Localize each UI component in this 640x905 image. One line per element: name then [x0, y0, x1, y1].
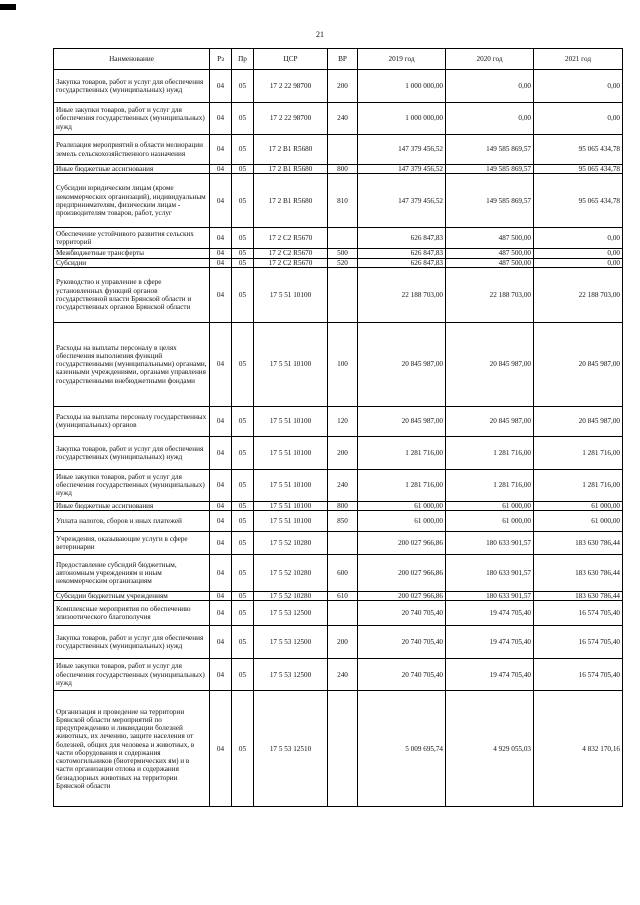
cell-vr — [328, 601, 358, 626]
cell-y2021: 1 281 716,00 — [534, 469, 623, 501]
cell-vr: 200 — [328, 70, 358, 103]
cell-y2021: 95 065 434,78 — [534, 165, 623, 174]
table-row — [54, 511, 623, 532]
cell-vr: 120 — [328, 406, 358, 436]
cell-y2020: 180 633 901,57 — [446, 555, 534, 592]
cell-vr: 810 — [328, 174, 358, 228]
cell-csr: 17 2 C2 R5670 — [254, 258, 328, 267]
cell-pr: 05 — [232, 70, 254, 103]
cell-y2021: 1 281 716,00 — [534, 436, 623, 469]
cell-y2020: 487 500,00 — [446, 249, 534, 258]
cell-y2020: 180 633 901,57 — [446, 532, 534, 555]
cell-csr: 17 2 B1 R5680 — [254, 165, 328, 174]
cell-pr: 05 — [232, 659, 254, 691]
budget-table — [53, 48, 623, 807]
cell-vr — [328, 691, 358, 807]
cell-csr: 17 2 C2 R5670 — [254, 228, 328, 249]
cell-csr: 17 5 51 10100 — [254, 322, 328, 406]
table-row — [54, 501, 623, 510]
cell-pr: 05 — [232, 165, 254, 174]
cell-csr: 17 5 52 10280 — [254, 532, 328, 555]
table-row — [54, 322, 623, 406]
cell-pr: 05 — [232, 555, 254, 592]
cell-y2020: 20 845 987,00 — [446, 406, 534, 436]
cell-pr: 05 — [232, 267, 254, 322]
cell-vr: 240 — [328, 103, 358, 135]
cell-rz: 04 — [210, 70, 232, 103]
header-name: Наименование — [54, 49, 210, 70]
cell-name: Субсидии бюджетным учреждениям — [54, 592, 210, 601]
cell-y2019: 1 000 000,00 — [358, 103, 446, 135]
table-row — [54, 103, 623, 135]
table-row — [54, 532, 623, 555]
cell-pr: 05 — [232, 501, 254, 510]
cell-y2021: 0,00 — [534, 103, 623, 135]
cell-name: Иные закупки товаров, работ и услуг для обеспечения государственных (муниципальных) нужд — [54, 659, 210, 691]
cell-csr: 17 5 51 10100 — [254, 511, 328, 532]
table-row — [54, 135, 623, 165]
cell-name: Реализация мероприятий в области мелиорации земель сельскохозяйственного назначения — [54, 135, 210, 165]
header-csr: ЦСР — [254, 49, 328, 70]
cell-name: Организация и проведение на территории Брянской области мероприятий по предупреждению и ликвидации болезней животных, их лечению, защите населения от болезней, общих для человека и животных, в части оборудования и содержания скотомогильников (биотермических ям) и в части организации отлова и содержания безнадзорных животных на территории Брянской области — [54, 691, 210, 807]
cell-name: Уплата налогов, сборов и иных платежей — [54, 511, 210, 532]
cell-csr: 17 5 52 10280 — [254, 555, 328, 592]
page-number: 21 — [316, 30, 324, 39]
cell-y2021: 183 630 786,44 — [534, 532, 623, 555]
cell-y2020: 19 474 705,40 — [446, 601, 534, 626]
cell-rz: 04 — [210, 511, 232, 532]
cell-rz: 04 — [210, 103, 232, 135]
cell-rz: 04 — [210, 592, 232, 601]
cell-y2019: 147 379 456,52 — [358, 135, 446, 165]
cell-csr: 17 5 53 12500 — [254, 601, 328, 626]
cell-name: Субсидии — [54, 258, 210, 267]
cell-csr: 17 2 22 98700 — [254, 70, 328, 103]
cell-y2021: 0,00 — [534, 258, 623, 267]
cell-csr: 17 5 51 10100 — [254, 436, 328, 469]
cell-rz: 04 — [210, 228, 232, 249]
cell-pr: 05 — [232, 626, 254, 659]
cell-y2020: 487 500,00 — [446, 228, 534, 249]
cell-rz: 04 — [210, 436, 232, 469]
cell-y2020: 1 281 716,00 — [446, 469, 534, 501]
table-row — [54, 659, 623, 691]
cell-vr: 520 — [328, 258, 358, 267]
cell-rz: 04 — [210, 532, 232, 555]
header-pr: Пр — [232, 49, 254, 70]
cell-y2021: 95 065 434,78 — [534, 174, 623, 228]
header-2019: 2019 год — [358, 49, 446, 70]
cell-y2020: 1 281 716,00 — [446, 436, 534, 469]
table-row — [54, 267, 623, 322]
cell-y2019: 20 740 705,40 — [358, 659, 446, 691]
table-row — [54, 70, 623, 103]
table-row — [54, 406, 623, 436]
cell-csr: 17 2 C2 R5670 — [254, 249, 328, 258]
table-row — [54, 592, 623, 601]
cell-csr: 17 2 22 98700 — [254, 103, 328, 135]
cell-vr: 200 — [328, 436, 358, 469]
cell-pr: 05 — [232, 511, 254, 532]
header-2020: 2020 год — [446, 49, 534, 70]
cell-pr: 05 — [232, 249, 254, 258]
cell-rz: 04 — [210, 135, 232, 165]
cell-rz: 04 — [210, 258, 232, 267]
cell-csr: 17 5 53 12500 — [254, 626, 328, 659]
cell-name: Субсидии юридическим лицам (кроме некоммерческих организаций), индивидуальным предпринимателям, физическим лицам - производителям товаров, работ, услуг — [54, 174, 210, 228]
cell-vr: 100 — [328, 322, 358, 406]
cell-y2019: 22 188 703,00 — [358, 267, 446, 322]
cell-vr: 240 — [328, 469, 358, 501]
cell-vr — [328, 228, 358, 249]
table-row — [54, 691, 623, 807]
cell-y2020: 19 474 705,40 — [446, 659, 534, 691]
cell-y2021: 95 065 434,78 — [534, 135, 623, 165]
cell-csr: 17 2 B1 R5680 — [254, 174, 328, 228]
cell-pr: 05 — [232, 469, 254, 501]
cell-rz: 04 — [210, 601, 232, 626]
cell-y2021: 183 630 786,44 — [534, 555, 623, 592]
cell-y2019: 200 027 966,86 — [358, 592, 446, 601]
table-row — [54, 601, 623, 626]
cell-y2021: 16 574 705,40 — [534, 659, 623, 691]
cell-vr: 240 — [328, 659, 358, 691]
cell-pr: 05 — [232, 258, 254, 267]
cell-rz: 04 — [210, 626, 232, 659]
corner-mark — [0, 4, 16, 10]
cell-name: Иные закупки товаров, работ и услуг для обеспечения государственных (муниципальных) нужд — [54, 469, 210, 501]
cell-y2019: 61 000,00 — [358, 511, 446, 532]
cell-vr: 800 — [328, 501, 358, 510]
cell-csr: 17 5 51 10100 — [254, 406, 328, 436]
table-row — [54, 469, 623, 501]
cell-csr: 17 5 53 12510 — [254, 691, 328, 807]
header-2021: 2021 год — [534, 49, 623, 70]
cell-name: Закупка товаров, работ и услуг для обеспечения государственных (муниципальных) нужд — [54, 70, 210, 103]
cell-pr: 05 — [232, 601, 254, 626]
cell-pr: 05 — [232, 174, 254, 228]
cell-y2019: 20 845 987,00 — [358, 322, 446, 406]
cell-vr: 600 — [328, 555, 358, 592]
cell-y2019: 1 281 716,00 — [358, 436, 446, 469]
cell-name: Предоставление субсидий бюджетным, автономным учреждениям и иным некоммерческим организациям — [54, 555, 210, 592]
cell-name: Комплексные мероприятия по обеспечению эпизоотического благополучия — [54, 601, 210, 626]
cell-pr: 05 — [232, 135, 254, 165]
cell-y2020: 180 633 901,57 — [446, 592, 534, 601]
cell-y2020: 487 500,00 — [446, 258, 534, 267]
cell-name: Руководство и управление в сфере установленных функций органов государственной власти Брянской области и государственных органов Брянской области — [54, 267, 210, 322]
cell-rz: 04 — [210, 469, 232, 501]
cell-y2019: 626 847,83 — [358, 258, 446, 267]
header-rz: Рз — [210, 49, 232, 70]
cell-rz: 04 — [210, 174, 232, 228]
cell-rz: 04 — [210, 322, 232, 406]
table-row — [54, 174, 623, 228]
cell-y2019: 20 740 705,40 — [358, 626, 446, 659]
cell-name: Закупка товаров, работ и услуг для обеспечения государственных (муниципальных) нужд — [54, 436, 210, 469]
cell-csr: 17 5 51 10100 — [254, 501, 328, 510]
cell-vr — [328, 532, 358, 555]
cell-y2019: 147 379 456,52 — [358, 174, 446, 228]
cell-rz: 04 — [210, 555, 232, 592]
cell-pr: 05 — [232, 436, 254, 469]
cell-y2019: 20 845 987,00 — [358, 406, 446, 436]
cell-csr: 17 5 51 10100 — [254, 267, 328, 322]
cell-vr — [328, 135, 358, 165]
cell-y2019: 200 027 966,86 — [358, 555, 446, 592]
cell-pr: 05 — [232, 406, 254, 436]
cell-y2020: 149 585 869,57 — [446, 165, 534, 174]
cell-y2021: 16 574 705,40 — [534, 626, 623, 659]
cell-pr: 05 — [232, 103, 254, 135]
cell-y2019: 200 027 966,86 — [358, 532, 446, 555]
cell-pr: 05 — [232, 691, 254, 807]
table-row — [54, 436, 623, 469]
cell-name: Иные бюджетные ассигнования — [54, 165, 210, 174]
cell-y2021: 61 000,00 — [534, 511, 623, 532]
cell-name: Расходы на выплаты персоналу в целях обеспечения выполнения функций государственными (муниципальными) органами, казенными учреждениями, органами управления государственными внебюджетными фондами — [54, 322, 210, 406]
cell-y2020: 61 000,00 — [446, 511, 534, 532]
cell-y2021: 22 188 703,00 — [534, 267, 623, 322]
cell-y2020: 0,00 — [446, 103, 534, 135]
cell-vr — [328, 267, 358, 322]
cell-y2021: 0,00 — [534, 249, 623, 258]
cell-vr: 800 — [328, 165, 358, 174]
cell-y2019: 626 847,83 — [358, 228, 446, 249]
cell-y2019: 626 847,83 — [358, 249, 446, 258]
cell-y2019: 61 000,00 — [358, 501, 446, 510]
cell-y2021: 0,00 — [534, 70, 623, 103]
cell-y2020: 19 474 705,40 — [446, 626, 534, 659]
header-vr: ВР — [328, 49, 358, 70]
cell-vr: 850 — [328, 511, 358, 532]
cell-y2019: 1 281 716,00 — [358, 469, 446, 501]
cell-vr: 610 — [328, 592, 358, 601]
cell-y2019: 5 009 695,74 — [358, 691, 446, 807]
cell-y2020: 0,00 — [446, 70, 534, 103]
cell-y2021: 4 832 170,16 — [534, 691, 623, 807]
table-row — [54, 258, 623, 267]
cell-y2020: 22 188 703,00 — [446, 267, 534, 322]
cell-y2020: 4 929 055,03 — [446, 691, 534, 807]
cell-rz: 04 — [210, 165, 232, 174]
cell-rz: 04 — [210, 691, 232, 807]
cell-name: Иные бюджетные ассигнования — [54, 501, 210, 510]
cell-pr: 05 — [232, 228, 254, 249]
cell-rz: 04 — [210, 659, 232, 691]
cell-y2020: 149 585 869,57 — [446, 135, 534, 165]
cell-csr: 17 5 51 10100 — [254, 469, 328, 501]
cell-rz: 04 — [210, 406, 232, 436]
table-row — [54, 626, 623, 659]
table-row — [54, 249, 623, 258]
cell-y2021: 0,00 — [534, 228, 623, 249]
cell-y2019: 1 000 000,00 — [358, 70, 446, 103]
cell-vr: 500 — [328, 249, 358, 258]
cell-name: Закупка товаров, работ и услуг для обеспечения государственных (муниципальных) нужд — [54, 626, 210, 659]
cell-name: Иные закупки товаров, работ и услуг для обеспечения государственных (муниципальных) нужд — [54, 103, 210, 135]
cell-y2021: 61 000,00 — [534, 501, 623, 510]
cell-csr: 17 5 53 12500 — [254, 659, 328, 691]
cell-y2019: 147 379 456,52 — [358, 165, 446, 174]
table-row — [54, 228, 623, 249]
cell-y2020: 149 585 869,57 — [446, 174, 534, 228]
cell-pr: 05 — [232, 532, 254, 555]
cell-name: Учреждения, оказывающие услуги в сфере ветеринарии — [54, 532, 210, 555]
cell-y2021: 20 845 987,00 — [534, 322, 623, 406]
cell-vr: 200 — [328, 626, 358, 659]
cell-y2020: 20 845 987,00 — [446, 322, 534, 406]
cell-y2021: 20 845 987,00 — [534, 406, 623, 436]
cell-rz: 04 — [210, 249, 232, 258]
cell-pr: 05 — [232, 322, 254, 406]
table-row — [54, 165, 623, 174]
header-row — [54, 49, 623, 70]
cell-y2021: 183 630 786,44 — [534, 592, 623, 601]
cell-y2021: 16 574 705,40 — [534, 601, 623, 626]
cell-y2019: 20 740 705,40 — [358, 601, 446, 626]
cell-name: Межбюджетные трансферты — [54, 249, 210, 258]
cell-rz: 04 — [210, 267, 232, 322]
cell-name: Расходы на выплаты персоналу государственных (муниципальных) органов — [54, 406, 210, 436]
cell-name: Обеспечение устойчивого развития сельских территорий — [54, 228, 210, 249]
cell-y2020: 61 000,00 — [446, 501, 534, 510]
cell-csr: 17 2 B1 R5680 — [254, 135, 328, 165]
cell-pr: 05 — [232, 592, 254, 601]
cell-rz: 04 — [210, 501, 232, 510]
cell-csr: 17 5 52 10280 — [254, 592, 328, 601]
table-row — [54, 555, 623, 592]
